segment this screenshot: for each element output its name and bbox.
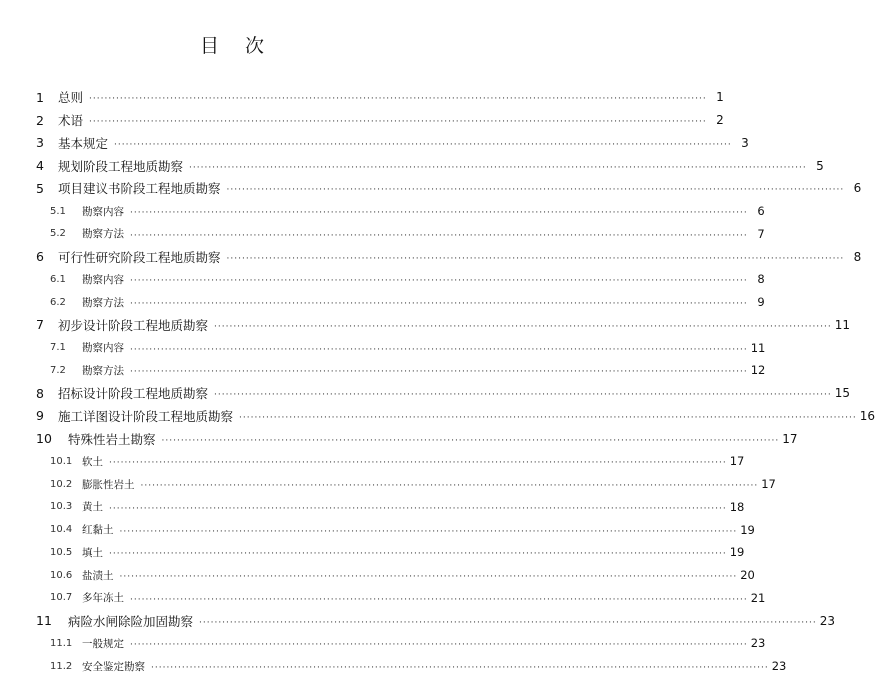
dot-leader: ································································································································································ bbox=[199, 617, 817, 628]
toc-entry-page-number: 7 bbox=[757, 226, 765, 241]
toc-chapter-entry[interactable] bbox=[36, 109, 724, 132]
dot-leader: ································································································································································ bbox=[130, 276, 748, 287]
toc-entry-title: 项目建议书阶段工程地质勘察 bbox=[58, 181, 221, 197]
toc-entry-title: 勘察方法 bbox=[82, 364, 124, 377]
toc-chapter-entry[interactable] bbox=[36, 245, 862, 268]
toc-entry-page-number: 12 bbox=[750, 363, 766, 378]
toc-entry-page-number: 11 bbox=[834, 317, 851, 332]
table-of-contents bbox=[36, 86, 875, 678]
toc-entry-title: 勘察内容 bbox=[82, 205, 124, 218]
dot-leader: ································································································································································ bbox=[130, 344, 748, 355]
dot-leader: ································································································································································ bbox=[130, 640, 748, 651]
toc-entry-number: 10.3 bbox=[50, 501, 73, 513]
toc-section-entry[interactable] bbox=[36, 473, 776, 496]
toc-entry-title: 盐渍土 bbox=[82, 569, 114, 582]
toc-entry-page-number: 23 bbox=[771, 659, 787, 674]
toc-entry-page-number: 8 bbox=[757, 272, 765, 287]
dot-leader: ································································································································································ bbox=[151, 663, 769, 674]
toc-entry-number: 10 bbox=[36, 431, 52, 447]
dot-leader: ································································································································································ bbox=[130, 299, 748, 310]
toc-entry-number: 5 bbox=[36, 180, 44, 196]
toc-entry-page-number: 18 bbox=[729, 499, 745, 514]
toc-section-entry[interactable] bbox=[36, 496, 745, 519]
toc-entry-page-number: 9 bbox=[757, 295, 765, 310]
toc-entry-page-number: 21 bbox=[750, 590, 766, 605]
toc-entry-page-number: 20 bbox=[740, 568, 755, 583]
toc-chapter-entry[interactable] bbox=[36, 86, 724, 109]
toc-entry-number: 7 bbox=[36, 317, 44, 333]
toc-chapter-entry[interactable] bbox=[36, 132, 749, 155]
dot-leader: ································································································································································ bbox=[119, 572, 738, 583]
toc-entry-title: 总则 bbox=[58, 90, 84, 106]
toc-section-entry[interactable] bbox=[36, 268, 765, 291]
toc-entry-title: 一般规定 bbox=[82, 637, 124, 650]
toc-entry-title: 术语 bbox=[58, 113, 84, 129]
toc-section-entry[interactable] bbox=[36, 541, 745, 564]
toc-entry-page-number: 23 bbox=[819, 613, 836, 628]
toc-entry-page-number: 17 bbox=[761, 477, 776, 492]
dot-leader: ································································································································································ bbox=[161, 435, 780, 446]
toc-entry-page-number: 23 bbox=[750, 636, 766, 651]
toc-entry-number: 11 bbox=[36, 613, 52, 629]
toc-chapter-entry[interactable] bbox=[36, 427, 798, 450]
toc-entry-number: 7.1 bbox=[50, 342, 66, 354]
toc-entry-page-number: 2 bbox=[716, 113, 724, 128]
toc-entry-number: 10.2 bbox=[50, 478, 73, 490]
toc-entry-number: 1 bbox=[36, 89, 44, 105]
dot-leader: ································································································································································ bbox=[130, 230, 748, 241]
toc-entry-number: 5.2 bbox=[50, 228, 66, 240]
toc-chapter-entry[interactable] bbox=[36, 314, 851, 337]
toc-section-entry[interactable] bbox=[36, 291, 765, 314]
toc-entry-page-number: 1 bbox=[716, 90, 724, 105]
dot-leader: ································································································································································ bbox=[226, 253, 845, 264]
toc-entry-number: 11.1 bbox=[50, 637, 73, 649]
toc-entry-number: 10.6 bbox=[50, 569, 73, 581]
dot-leader: ································································································································································ bbox=[214, 390, 832, 401]
toc-entry-number: 10.4 bbox=[50, 524, 73, 536]
toc-entry-title: 填土 bbox=[82, 546, 103, 559]
toc-entry-title: 规划阶段工程地质勘察 bbox=[58, 158, 184, 174]
toc-chapter-entry[interactable] bbox=[36, 177, 862, 200]
dot-leader: ································································································································································ bbox=[119, 526, 738, 537]
toc-section-entry[interactable] bbox=[36, 359, 766, 382]
toc-section-entry[interactable] bbox=[36, 450, 745, 473]
toc-entry-title: 膨胀性岩土 bbox=[82, 478, 135, 491]
toc-entry-number: 6.2 bbox=[50, 296, 66, 308]
toc-entry-number: 11.2 bbox=[50, 660, 73, 672]
toc-entry-title: 可行性研究阶段工程地质勘察 bbox=[58, 249, 221, 265]
dot-leader: ································································································································································ bbox=[214, 321, 832, 332]
toc-section-entry[interactable] bbox=[36, 655, 787, 678]
dot-leader: ································································································································································ bbox=[140, 481, 759, 492]
toc-entry-page-number: 5 bbox=[816, 158, 824, 173]
toc-entry-page-number: 8 bbox=[853, 249, 862, 264]
toc-entry-page-number: 19 bbox=[740, 522, 755, 537]
page-title: 目次 bbox=[199, 35, 290, 57]
dot-leader: ································································································································································ bbox=[114, 139, 732, 150]
toc-chapter-entry[interactable] bbox=[36, 609, 836, 632]
dot-leader: ································································································································································ bbox=[239, 412, 857, 423]
toc-entry-title: 黄土 bbox=[82, 501, 103, 514]
toc-entry-title: 勘察内容 bbox=[82, 342, 124, 355]
toc-entry-number: 10.5 bbox=[50, 546, 73, 558]
toc-entry-title: 勘察内容 bbox=[82, 273, 124, 286]
toc-entry-number: 3 bbox=[36, 135, 44, 151]
toc-entry-title: 特殊性岩土勘察 bbox=[68, 431, 156, 447]
toc-entry-number: 6.1 bbox=[50, 273, 66, 285]
toc-entry-title: 施工详图设计阶段工程地质勘察 bbox=[58, 408, 234, 424]
toc-entry-page-number: 19 bbox=[729, 545, 745, 560]
dot-leader: ································································································································································ bbox=[226, 185, 845, 196]
dot-leader: ································································································································································ bbox=[130, 594, 748, 605]
dot-leader: ································································································································································ bbox=[109, 549, 727, 560]
toc-entry-number: 2 bbox=[36, 112, 44, 128]
toc-chapter-entry[interactable] bbox=[36, 405, 875, 428]
toc-section-entry[interactable] bbox=[36, 336, 766, 359]
toc-entry-number: 5.1 bbox=[50, 205, 66, 217]
toc-entry-page-number: 6 bbox=[853, 181, 862, 196]
toc-entry-page-number: 6 bbox=[757, 204, 765, 219]
toc-entry-number: 7.2 bbox=[50, 364, 66, 376]
toc-section-entry[interactable] bbox=[36, 587, 766, 610]
toc-entry-title: 安全鉴定勘察 bbox=[82, 660, 145, 673]
toc-entry-title: 软土 bbox=[82, 455, 103, 468]
toc-section-entry[interactable] bbox=[36, 632, 766, 655]
toc-chapter-entry[interactable] bbox=[36, 154, 824, 177]
toc-section-entry[interactable] bbox=[36, 223, 765, 246]
toc-chapter-entry[interactable] bbox=[36, 382, 851, 405]
toc-entry-number: 9 bbox=[36, 408, 44, 424]
dot-leader: ································································································································································ bbox=[130, 208, 748, 219]
toc-entry-title: 红黏土 bbox=[82, 524, 114, 537]
toc-section-entry[interactable] bbox=[36, 518, 755, 541]
toc-section-entry[interactable] bbox=[36, 564, 755, 587]
toc-entry-number: 4 bbox=[36, 158, 44, 174]
dot-leader: ································································································································································ bbox=[89, 94, 707, 105]
toc-entry-number: 8 bbox=[36, 385, 44, 401]
toc-entry-number: 10.7 bbox=[50, 592, 73, 604]
toc-entry-page-number: 11 bbox=[750, 340, 766, 355]
toc-entry-title: 招标设计阶段工程地质勘察 bbox=[58, 386, 209, 402]
toc-entry-title: 病险水闸除险加固勘察 bbox=[68, 613, 194, 629]
dot-leader: ································································································································································ bbox=[130, 367, 748, 378]
toc-entry-page-number: 17 bbox=[782, 431, 798, 446]
toc-entry-title: 勘察方法 bbox=[82, 228, 124, 241]
toc-entry-page-number: 16 bbox=[859, 408, 875, 423]
toc-section-entry[interactable] bbox=[36, 200, 765, 223]
toc-entry-page-number: 15 bbox=[834, 386, 851, 401]
toc-entry-title: 初步设计阶段工程地质勘察 bbox=[58, 317, 209, 333]
toc-entry-title: 多年冻土 bbox=[82, 592, 124, 605]
dot-leader: ································································································································································ bbox=[89, 117, 707, 128]
toc-entry-page-number: 17 bbox=[729, 454, 745, 469]
dot-leader: ································································································································································ bbox=[109, 503, 727, 514]
dot-leader: ································································································································································ bbox=[109, 458, 727, 469]
toc-entry-number: 10.1 bbox=[50, 455, 73, 467]
toc-entry-title: 基本规定 bbox=[58, 135, 109, 151]
dot-leader: ································································································································································ bbox=[189, 162, 807, 173]
toc-entry-page-number: 3 bbox=[741, 135, 749, 150]
toc-entry-number: 6 bbox=[36, 249, 44, 265]
toc-entry-title: 勘察方法 bbox=[82, 296, 124, 309]
